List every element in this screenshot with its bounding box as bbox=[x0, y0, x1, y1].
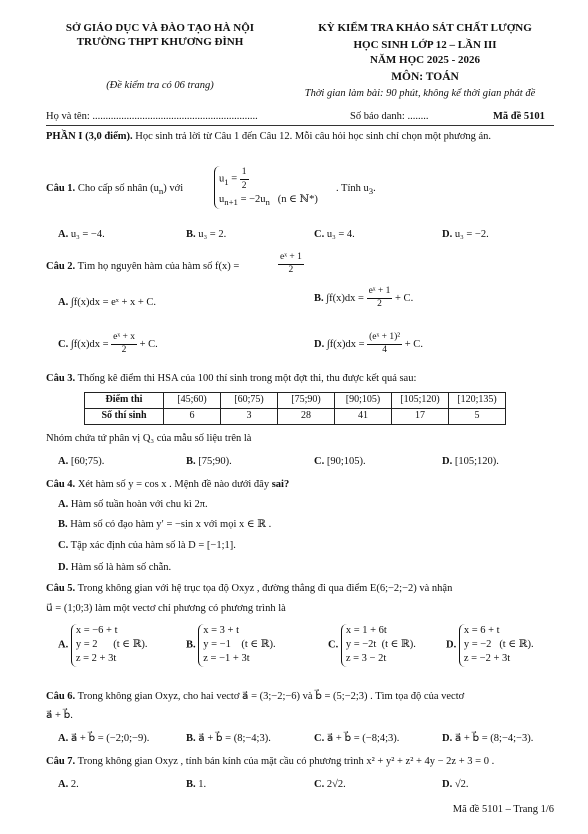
q1-option-d[interactable] bbox=[442, 228, 489, 241]
q4-option-c[interactable] bbox=[58, 539, 554, 552]
q2-c-pre: ∫f(x)dx = bbox=[70, 338, 109, 350]
q5-b-l1: x = 3 + t bbox=[203, 625, 240, 636]
table-header-cell: Điểm thi bbox=[85, 393, 164, 409]
table-row bbox=[85, 393, 506, 409]
q3-c-letter: C. bbox=[314, 456, 325, 467]
department-name: SỞ GIÁO DỤC VÀ ĐÀO TẠO HÀ NỘI bbox=[65, 22, 255, 34]
q5-option-b[interactable] bbox=[186, 624, 276, 667]
q4-a-text: Hàm số tuần hoàn với chu kì 2π. bbox=[70, 499, 208, 510]
q5-d-l2-wrap bbox=[464, 638, 534, 652]
q6-c-text: a⃗ + b⃗ = (−8;4;3). bbox=[326, 733, 400, 744]
q5-b-letter: B. bbox=[186, 639, 196, 651]
q3-a-text: [60;75). bbox=[70, 456, 105, 467]
q5-c-cond: (t ∈ ℝ). bbox=[381, 639, 416, 651]
q2-frac-den: 2 bbox=[288, 264, 294, 275]
q6-option-a[interactable] bbox=[58, 732, 149, 745]
q1-cond: (n ∈ ℕ*) bbox=[277, 193, 318, 205]
q3-text: Thống kê điểm thi HSA của 100 thí sinh trong một đợt thi, thu được kết quả sau: bbox=[77, 373, 417, 384]
q1-u2: u bbox=[219, 193, 225, 205]
q5-d-l1: x = 6 + t bbox=[463, 625, 500, 636]
q7-text: Trong không gian Oxyz , tính bán kính của mặt cầu có phương trình x² + y² + z² + 4y − 2z + 3 = 0 . bbox=[77, 756, 495, 767]
q5-a-letter: A. bbox=[58, 639, 69, 651]
q3-option-d[interactable] bbox=[442, 455, 499, 468]
q7-option-d[interactable] bbox=[442, 778, 468, 791]
q6-text: Trong không gian Oxyz, cho hai vectơ a⃗ = (3;−2;−6) và b⃗ = (5;−2;3) . Tìm tọa độ của vectơ bbox=[77, 691, 465, 702]
q1-tail-dot: . bbox=[373, 183, 376, 194]
q1-frac bbox=[240, 166, 249, 193]
exam-code: Mã đề 5101 bbox=[493, 111, 545, 122]
q5-a-system bbox=[71, 624, 148, 667]
q2-d-pre: ∫f(x)dx = bbox=[326, 338, 365, 350]
part-instructions bbox=[46, 130, 554, 143]
q5-option-a[interactable] bbox=[58, 624, 148, 667]
q3-option-a[interactable] bbox=[58, 455, 104, 468]
q1-rec: = −2u bbox=[237, 193, 266, 205]
table-header-cell: Số thí sinh bbox=[85, 409, 164, 425]
q1-eq: = bbox=[228, 173, 240, 185]
q2-b-den: 2 bbox=[377, 298, 382, 309]
q7-c-text: 2√2. bbox=[326, 779, 346, 790]
q1-option-b[interactable] bbox=[186, 228, 226, 241]
q1-option-c[interactable] bbox=[314, 228, 355, 241]
q1-c-text: u₃ = 4. bbox=[326, 229, 355, 240]
table-cell: 6 bbox=[164, 409, 221, 425]
q6-d-letter: D. bbox=[442, 733, 453, 744]
q7-d-text: √2. bbox=[454, 779, 469, 790]
school-year: NĂM HỌC 2025 - 2026 bbox=[370, 54, 480, 66]
q2-d-num: (eˣ + 1)² bbox=[367, 332, 402, 345]
q1-u: u bbox=[219, 173, 225, 185]
pages-note: (Đề kiểm tra có 06 trang) bbox=[106, 80, 214, 91]
q2-b-pre: ∫f(x)dx = bbox=[326, 292, 364, 304]
q1-d-text: u₃ = −2. bbox=[454, 229, 489, 240]
q7-b-letter: B. bbox=[186, 779, 196, 790]
q5-b-system bbox=[198, 624, 275, 667]
q1-b-letter: B. bbox=[186, 229, 196, 240]
table-cell: 3 bbox=[221, 409, 278, 425]
q3-d-text: [105;120). bbox=[454, 456, 499, 467]
question-1 bbox=[46, 168, 554, 212]
q3-option-b[interactable] bbox=[186, 455, 232, 468]
q7-option-a[interactable] bbox=[58, 778, 79, 791]
school-name: TRƯỜNG THPT KHƯƠNG ĐÌNH bbox=[76, 36, 244, 48]
q5-d-l3: z = −2 + 3t bbox=[463, 653, 511, 665]
q4-b-letter: B. bbox=[58, 519, 68, 530]
table-cell: [60;75) bbox=[221, 393, 278, 409]
q7-label: Câu 7. bbox=[46, 756, 76, 767]
q5-a-l3: z = 2 + 3t bbox=[75, 653, 117, 665]
q5-text-2: u⃗ = (1;0;3) làm một vectơ chỉ phương có phương trình là bbox=[46, 603, 286, 614]
q7-d-letter: D. bbox=[442, 779, 453, 790]
q4-b-text: Hàm số có đạo hàm y′ = −sin x với mọi x ∈ ℝ . bbox=[70, 519, 272, 530]
q2-b-post: + C. bbox=[395, 292, 414, 304]
q4-option-a[interactable] bbox=[58, 498, 554, 511]
page-footer: Mã đề 5101 – Trang 1/6 bbox=[452, 804, 554, 815]
part-label: PHẦN I (3,0 điểm). bbox=[46, 131, 133, 142]
q5-c-l2-wrap bbox=[346, 638, 416, 652]
q3-b-text: [75;90). bbox=[198, 456, 232, 467]
table-cell: 17 bbox=[392, 409, 449, 425]
q5-b-l3: z = −1 + 3t bbox=[203, 653, 250, 665]
q2-d-frac bbox=[367, 332, 402, 357]
q4-a-letter: A. bbox=[58, 499, 69, 510]
q5-a-cond: (t ∈ ℝ). bbox=[113, 639, 148, 651]
q3-c-text: [90;105). bbox=[326, 456, 366, 467]
question-5 bbox=[46, 582, 554, 595]
q6-b-letter: B. bbox=[186, 733, 196, 744]
q4-option-b[interactable] bbox=[58, 518, 554, 531]
name-field: Họ và tên: ............................................................... bbox=[46, 111, 258, 122]
q7-c-letter: C. bbox=[314, 779, 325, 790]
exam-subtitle: HỌC SINH LỚP 12 – LẦN III bbox=[353, 39, 497, 51]
q1-tail-text: . Tính u bbox=[336, 183, 369, 194]
q1-frac-den: 2 bbox=[241, 180, 247, 191]
q5-text: Trong không gian với hệ trục tọa độ Oxyz , đường thẳng đi qua điểm E(6;−2;−2) và nhận bbox=[77, 583, 453, 594]
q7-option-b[interactable] bbox=[186, 778, 206, 791]
q4-option-d[interactable] bbox=[58, 561, 554, 574]
q6-option-b[interactable] bbox=[186, 732, 271, 745]
q3-b-letter: B. bbox=[186, 456, 196, 467]
q3-option-c[interactable] bbox=[314, 455, 366, 468]
q2-label: Câu 2. bbox=[46, 261, 76, 272]
q7-a-text: 2. bbox=[70, 779, 79, 790]
q2-c-letter: C. bbox=[58, 338, 69, 350]
q2-c-frac bbox=[111, 332, 137, 357]
q5-c-l1: x = 1 + 6t bbox=[345, 625, 387, 636]
q2-b-frac bbox=[367, 286, 393, 311]
q1-option-a[interactable] bbox=[58, 228, 105, 241]
q5-a-l1: x = −6 + t bbox=[75, 625, 118, 636]
score-table bbox=[84, 392, 506, 425]
q2-b-letter: B. bbox=[314, 292, 324, 304]
q6-label: Câu 6. bbox=[46, 691, 76, 702]
question-4 bbox=[46, 478, 554, 491]
q5-option-d[interactable] bbox=[446, 624, 534, 667]
q7-a-letter: A. bbox=[58, 779, 69, 790]
q2-c-den: 2 bbox=[121, 344, 127, 355]
q2-c-num: eˣ + x bbox=[111, 332, 137, 345]
q4-d-text: Hàm số là hàm số chẵn. bbox=[70, 562, 172, 573]
table-cell: [105;120) bbox=[392, 393, 449, 409]
exam-time: Thời gian làm bài: 90 phút, không kể thời gian phát đề bbox=[304, 88, 536, 99]
q7-b-text: 1. bbox=[198, 779, 207, 790]
header-divider bbox=[46, 125, 554, 126]
q1-b-text: u₃ = 2. bbox=[198, 229, 227, 240]
q1-d-letter: D. bbox=[442, 229, 453, 240]
q2-b-num: eˣ + 1 bbox=[367, 286, 393, 299]
q4-emphasis: sai? bbox=[271, 479, 290, 490]
question-6 bbox=[46, 690, 554, 703]
q2-a-letter: A. bbox=[58, 297, 69, 308]
table-cell: [45;60) bbox=[164, 393, 221, 409]
q4-c-letter: C. bbox=[58, 540, 69, 551]
table-cell: 28 bbox=[278, 409, 335, 425]
q2-c-post: + C. bbox=[139, 338, 158, 350]
q6-a-letter: A. bbox=[58, 733, 69, 744]
q5-b-cond: (t ∈ ℝ). bbox=[241, 639, 276, 651]
table-cell: [90;105) bbox=[335, 393, 392, 409]
q5-b-l2-wrap bbox=[203, 638, 275, 652]
candidate-id-field: Số báo danh: ........ bbox=[350, 111, 429, 122]
q2-text: Tìm họ nguyên hàm của hàm số f(x) = bbox=[77, 261, 240, 272]
part-text: Học sinh trả lời từ Câu 1 đến Câu 12. Mỗi câu hỏi học sinh chỉ chọn một phương án. bbox=[132, 131, 492, 142]
q6-c-letter: C. bbox=[314, 733, 325, 744]
table-cell: 41 bbox=[335, 409, 392, 425]
q3-question: Nhóm chứa tứ phân vị Q₃ của mẫu số liệu trên là bbox=[46, 433, 252, 444]
q1-post: ) với bbox=[163, 183, 184, 194]
question-7 bbox=[46, 755, 554, 768]
q2-options-ab bbox=[46, 286, 554, 322]
q2-a-text: ∫f(x)dx = eˣ + x + C. bbox=[70, 297, 157, 308]
q2-option-b[interactable] bbox=[314, 286, 413, 311]
q5-d-cond: (t ∈ ℝ). bbox=[499, 639, 534, 651]
q5-d-system bbox=[459, 624, 534, 667]
q5-d-l2: y = −2 bbox=[463, 639, 492, 651]
q2-option-d[interactable] bbox=[314, 332, 423, 357]
q7-option-c[interactable] bbox=[314, 778, 346, 791]
table-cell: [120;135) bbox=[449, 393, 506, 409]
q4-d-letter: D. bbox=[58, 562, 69, 573]
q3-d-letter: D. bbox=[442, 456, 453, 467]
q2-frac-num: eˣ + 1 bbox=[278, 252, 304, 265]
question-3 bbox=[46, 372, 554, 385]
q5-b-l2: y = −1 bbox=[203, 639, 231, 651]
q5-d-letter: D. bbox=[446, 639, 457, 651]
table-cell: [75;90) bbox=[278, 393, 335, 409]
q4-text: Xét hàm số y = cos x . Mệnh đề nào dưới đây bbox=[77, 479, 272, 490]
q6-d-text: a⃗ + b⃗ = (8;−4;−3). bbox=[454, 733, 534, 744]
q1-tail: . Tính $u_3$. bbox=[336, 183, 376, 197]
q4-label: Câu 4. bbox=[46, 479, 76, 490]
q1-line1: $u_1$ = $\frac{1}{2}$ bbox=[219, 167, 247, 191]
q1-a-text: u₃ = −4. bbox=[70, 229, 105, 240]
q2-option-c[interactable] bbox=[58, 332, 158, 357]
q1-c-letter: C. bbox=[314, 229, 325, 240]
q2-option-a[interactable] bbox=[58, 296, 156, 309]
q1-line2: $u_{n+1} = -2u_n$ (n ∈ ℕ*) bbox=[219, 193, 318, 207]
q5-c-l2: y = −2t bbox=[345, 639, 377, 651]
q2-stem bbox=[46, 260, 239, 273]
q5-label: Câu 5. bbox=[46, 583, 76, 594]
table-cell: 5 bbox=[449, 409, 506, 425]
q6-b-text: a⃗ + b⃗ = (8;−4;3). bbox=[198, 733, 271, 744]
subject: MÔN: TOÁN bbox=[391, 71, 459, 83]
q1-pre: Cho cấp số nhân (u bbox=[77, 183, 159, 194]
q2-frac bbox=[278, 252, 304, 277]
q6-option-c[interactable] bbox=[314, 732, 399, 745]
q1-frac-num: 1 bbox=[240, 166, 249, 180]
q5-a-l2-wrap bbox=[76, 638, 148, 652]
q4-c-text: Tập xác định của hàm số là D = [−1;1]. bbox=[70, 540, 236, 551]
q1-system bbox=[214, 166, 318, 209]
q3-label: Câu 3. bbox=[46, 373, 76, 384]
table-row bbox=[85, 409, 506, 425]
q3-a-letter: A. bbox=[58, 456, 69, 467]
q1-label: Câu 1. bbox=[46, 183, 76, 194]
q1-stem: Câu 1. Cho cấp số nhân $(u_n)$ với bbox=[46, 183, 184, 197]
q5-c-l3: z = 3 − 2t bbox=[345, 653, 387, 665]
q2-d-den: 4 bbox=[382, 344, 388, 355]
q1-a-letter: A. bbox=[58, 229, 69, 240]
q5-option-c[interactable] bbox=[328, 624, 416, 667]
exam-title: KỲ KIỂM TRA KHẢO SÁT CHẤT LƯỢNG bbox=[318, 22, 532, 34]
q6-a-text: a⃗ + b⃗ = (−2;0;−9). bbox=[70, 733, 150, 744]
q5-c-letter: C. bbox=[328, 639, 339, 651]
q2-options-cd bbox=[46, 332, 554, 362]
q6-option-d[interactable] bbox=[442, 732, 533, 745]
q2-d-letter: D. bbox=[314, 338, 325, 350]
q2-d-post: + C. bbox=[404, 338, 423, 350]
q5-options bbox=[46, 624, 554, 674]
q5-a-l2: y = 2 bbox=[75, 639, 98, 651]
q6-text-2: a⃗ + b⃗. bbox=[46, 710, 73, 721]
q5-c-system bbox=[341, 624, 416, 667]
